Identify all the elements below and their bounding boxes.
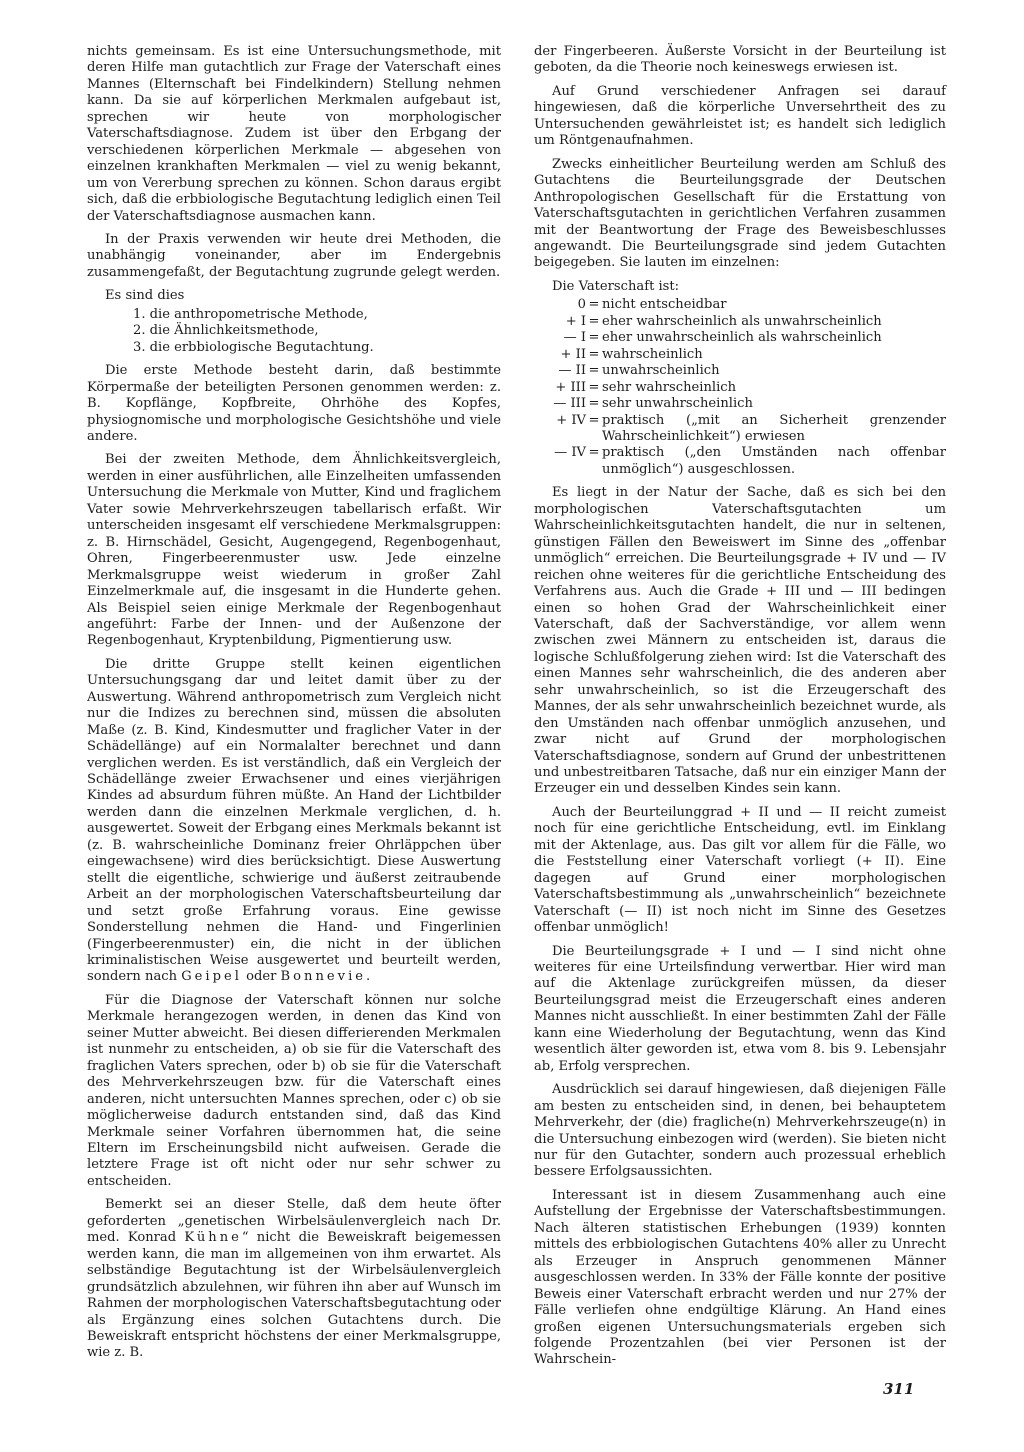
equals-sign: = [588, 396, 600, 412]
grade-text: wahrscheinlich [602, 346, 703, 362]
right-column [534, 44, 946, 1376]
grade-text: sehr unwahrscheinlich [602, 396, 753, 412]
left-paragraph-3: Es sind dies [105, 288, 185, 304]
author-name-geipel: Geipel [181, 969, 242, 985]
left-column [87, 44, 501, 1369]
author-name-kuehne: Kühne [184, 1230, 242, 1246]
grade-text: eher wahrscheinlich als unwahrscheinlich [602, 313, 882, 329]
equals-sign: = [588, 445, 600, 461]
page-number: 311 [883, 1380, 915, 1398]
equals-sign: = [588, 297, 600, 313]
grade-text: praktisch („mit an Sicherheit grenzender Wahrscheinlichkeit“) erwiesen [602, 412, 946, 444]
grade-symbol: + II [560, 346, 586, 362]
left-paragraph-4: Die erste Methode besteht darin, daß bestimmte Körpermaße der beteiligten Personen genommen werden: z. B. Kopflänge, Kopfbreite, Ohrhöhe des Kopfes, physiognomische und morphologische Gesichtshöhe und viele andere. [87, 363, 501, 444]
author-name-bonnevie: Bonnevie [280, 969, 367, 985]
right-paragraph-1: der Fingerbeeren. Äußerste Vorsicht in der Beurteilung ist geboten, da die Theorie noch keineswegs erwiesen ist. [534, 44, 946, 76]
grade-symbol: — I [563, 330, 586, 346]
right-paragraph-6: Auch der Beurteilunggrad + II und — II reicht zumeist noch für eine gerichtliche Entscheidung, evtl. im Einklang mit der Aktenlage, aus. Das gilt vor allem für die Fälle, wo die Feststellung einer Vaterschaft vorliegt (+ II). Eine dagegen auf Grund einer morphologischen Vaterschaftsbestimmung als „unwahrscheinlich“ bezeichnete Vaterschaft (— II) ist noch nicht im Sinne des Gesetzes offenbar unmöglich! [534, 804, 946, 936]
grade-symbol: — II [558, 363, 586, 379]
grade-symbol: + III [555, 379, 586, 395]
grade-text: nicht entscheidbar [602, 297, 727, 313]
equals-sign: = [588, 363, 600, 379]
paragraph-text: “ nicht die Beweiskraft beigemessen werden kann, die man im allgemeinen von ihm erwartet. Als selbständige Begutachtung ist der Wirbelsäulenvergleich grundsätzlich abzulehnen, wir führen ihn aber auf Wunsch im Rahmen der morphologischen Vaterschaftsbegutachtung oder als Ergänzung eines solchen Gutachtens durch. Die Beweiskraft entspricht höchstens der einer Merkmalsgruppe, wie z. B. [87, 1230, 501, 1361]
grade-row [534, 347, 946, 363]
list-item: 1. die anthropometrische Methode, [133, 306, 368, 322]
grade-row [534, 413, 946, 446]
left-paragraph-1: nichts gemeinsam. Es ist eine Untersuchungsmethode, mit deren Hilfe man gutachtlich zur Frage der Vaterschaft eines Mannes (Elternschaft bei Findelkindern) Stellung nehmen kann. Da sie auf körperlichen Merkmalen aufgebaut ist, sprechen wir heute von morphologischer Vaterschaftsdiagnose. Zudem ist über den Erbgang der verschiedenen körperlichen Merkmale — abgesehen von einzelnen krankhaften Merkmalen — viel zu wenig bekannt, um von Vererbung sprechen zu können. Schon daraus ergibt sich, daß die erbbiologische Begutachtung lediglich einen Teil der Vaterschaftsdiagnose ausmachen kann. [87, 44, 501, 224]
list-item: 3. die erbbiologische Begutachtung. [133, 339, 374, 355]
right-paragraph-2: Auf Grund verschiedener Anfragen sei darauf hingewiesen, daß die körperliche Unversehrtheit des zu Untersuchenden gewährleistet ist; es handelt sich lediglich um Röntgenaufnahmen. [534, 83, 946, 149]
grade-row [534, 363, 946, 379]
assessment-grades-list [534, 297, 946, 478]
paragraph-text: Die dritte Gruppe stellt keinen eigentlichen Untersuchungsgang dar und leitet damit über zu der Auswertung. Während anthropometrisch zum Vergleich nicht nur die Indizes zu berechnen sind, müssen die absoluten Maße (z. B. Kind, Kindesmutter und fraglicher Vater in der Schädellänge) auf ein Normalalter berechnet und dann verglichen werden. Es ist verständlich, daß ein Vergleich der Schädellänge zweier Erwachsener und eines vierjährigen Kindes ad absurdum führen müßte. An Hand der Lichtbilder werden dann die einzelnen Merkmale verglichen, d. h. ausgewertet. Soweit der Erbgang eines Merkmals bekannt ist (z. B. wahrscheinliche Dominanz freier Ohrläppchen über eingewachsene) wird dies berücksichtigt. Diese Auswertung stellt die eigentliche, schwierige und äußerst zeitraubende Arbeit an der morphologischen Vaterschaftsbeurteilung dar und setzt große Erfahrung voraus. Eine gewisse Sonderstellung nehmen die Hand- und Fingerlinien (Fingerbeerenmuster) ein, die nicht in der üblichen kriminalistischen Weise ausgewertet und beurteilt werden, sondern nach [87, 656, 501, 985]
equals-sign: = [588, 379, 600, 395]
grade-text: sehr wahrscheinlich [602, 379, 737, 395]
grade-text: praktisch („den Umständen nach offenbar unmöglich“) ausgeschlossen. [602, 445, 946, 477]
grade-text: unwahrscheinlich [602, 363, 720, 379]
right-paragraph-5: Es liegt in der Natur der Sache, daß es sich bei den morphologischen Vaterschaftsgutachten um Wahrscheinlichkeitsgutachten handelt, die nur in seltenen, günstigen Fällen den Beweiswert im Sinne des „offenbar unmöglich“ erreichen. Die Beurteilungsgrade + IV und — IV reichen ohne weiteres für die gerichtliche Entscheidung des Verfahrens aus. Auch die Grade + III und — III bedingen einen so hohen Grad der Wahrscheinlichkeit einer Vaterschaft, daß der Sachverständige, vor allem wenn zwischen zwei Männern zu entscheiden ist, daraus die logische Schlußfolgerung ziehen wird: Ist die Vaterschaft des einen Mannes sehr wahrscheinlich, die des anderen aber sehr unwahrscheinlich, so ist die Erzeugerschaft des Mannes, der als sehr unwahrscheinlich bezeichnet wurde, als den Umständen nach offenbar unmöglich anzusehen, und zwar nicht auf Grund der morphologischen Vaterschaftsdiagnose, sondern auf Grund der unbestrittenen und unbestreitbaren Tatsache, daß nur ein einziger Mann der Erzeuger ein und desselben Kindes sein kann. [534, 485, 946, 797]
grade-row [534, 380, 946, 396]
right-paragraph-4: Die Vaterschaft ist: [552, 278, 680, 294]
equals-sign: = [588, 412, 600, 428]
equals-sign: = [588, 330, 600, 346]
left-paragraph-8 [87, 1197, 501, 1362]
right-paragraph-7: Die Beurteilungsgrade + I und — I sind nicht ohne weiteres für eine Urteilsfindung verwertbar. Hier wird man auf die Aktenlage zurückgreifen müssen, da dieser Beurteilungsgrad meist die Erzeugerschaft eines anderen Mannes nicht ausschließt. In einer bestimmten Zahl der Fälle kann eine Wiederholung der Begutachtung, wenn das Kind wesentlich älter geworden ist, etwa vom 8. bis 9. Lebensjahr ab, Erfolg versprechen. [534, 943, 946, 1074]
right-paragraph-9: Interessant ist in diesem Zusammenhang auch eine Aufstellung der Ergebnisse der Vaterschaftsbestimmungen. Nach älteren statistischen Erhebungen (1939) konnten mittels des erbbiologischen Gutachtens 40% aller zu Unrecht als Erzeuger in Anspruch genommenen Männer ausgeschlossen werden. In 33% der Fälle konnte der positive Beweis einer Vaterschaft erbracht werden und nur 27% der Fälle verliefen ohne endgültige Klärung. An Hand eines großen eigenen Untersuchungsmaterials ergeben sich folgende Prozentzahlen (bei vier Personen ist der Wahrschein- [534, 1187, 946, 1368]
grade-symbol: + I [565, 313, 586, 329]
paragraph-text: Bemerkt sei an dieser Stelle, daß dem heute öfter geforderten „genetischen Wirbelsäulenvergleich nach Dr. med. Konrad [87, 1197, 501, 1246]
left-paragraph-7: Für die Diagnose der Vaterschaft können nur solche Merkmale herangezogen werden, in denen das Kind von seiner Mutter abweicht. Bei diesen differierenden Merkmalen ist nunmehr zu entscheiden, a) ob sie für die Vaterschaft des fraglichen Vaters sprechen, oder b) ob sie für die Vaterschaft des Mehrverkehrszeugen bzw. für die Vaterschaft eines anderen, nicht untersuchten Mannes sprechen, oder c) ob sie möglicherweise dadurch entstanden sind, daß das Kind Merkmale seiner Vorfahren übernommen hat, die seine Eltern im Erscheinungsbild nicht aufweisen. Gerade die letztere Frage ist oft nicht oder nur sehr schwer zu entscheiden. [87, 992, 501, 1189]
left-paragraph-2: In der Praxis verwenden wir heute drei Methoden, die unabhängig voneinander, aber im Endergebnis zusammengefaßt, der Begutachtung zugrunde gelegt werden. [87, 231, 501, 280]
grade-row [534, 330, 946, 346]
grade-row [534, 396, 946, 412]
equals-sign: = [588, 346, 600, 362]
left-paragraph-5: Bei der zweiten Methode, dem Ähnlichkeitsvergleich, werden in einer ausführlichen, alle Einzelheiten umfassenden Untersuchung die Merkmale von Mutter, Kind und fraglichem Vater sowie Mehrverkehrszeugen tabellarisch erfaßt. Wir unterscheiden insgesamt elf verschiedene Merkmalsgruppen: z. B. Hirnschädel, Gesicht, Augengegend, Regenbogenhaut, Ohren, Fingerbeerenmuster usw. Jede einzelne Merkmalsgruppe weist wiederum in großer Zahl Einzelmerkmale auf, die insgesamt in die Hunderte gehen. Als Beispiel seien einige Merkmale der Regenbogenhaut angeführt: Farbe der Innen- und der Außenzone der Regenbogenhaut, Kryptenbildung, Pigmentierung usw. [87, 452, 501, 649]
grade-text: eher unwahrscheinlich als wahrscheinlich [602, 330, 882, 346]
paragraph-text: . [366, 969, 371, 985]
grade-symbol: — III [553, 396, 586, 412]
grade-row [534, 297, 946, 313]
methods-list [133, 307, 501, 356]
equals-sign: = [588, 313, 600, 329]
left-paragraph-6 [87, 657, 501, 986]
right-paragraph-8: Ausdrücklich sei darauf hingewiesen, daß diejenigen Fälle am besten zu entscheiden sind, in denen, bei behauptetem Mehrverkehr, der (die) fragliche(n) Mehrverkehrszeuge(n) in die Untersuchung einbezogen wird (werden). Sie bieten nicht nur für den Gutachter, sondern auch prozessual erheblich bessere Erfolgsaussichten. [534, 1082, 946, 1180]
grade-row [534, 445, 946, 478]
paragraph-text: oder [246, 969, 277, 985]
grade-symbol: — IV [554, 445, 586, 461]
list-item: 2. die Ähnlichkeitsmethode, [133, 323, 319, 339]
right-paragraph-3: Zwecks einheitlicher Beurteilung werden am Schluß des Gutachtens die Beurteilungsgrade der Deutschen Anthropologischen Gesellschaft für die Erstattung von Vaterschaftsgutachten in gerichtlichen Verfahren zusammen mit der Beantwortung der Frage des Beweisbeschlusses angewandt. Die Beurteilungsgrade sind jedem Gutachten beigegeben. Sie lauten im einzelnen: [534, 156, 946, 271]
grade-row [534, 314, 946, 330]
grade-symbol: + IV [556, 412, 586, 428]
grade-symbol: 0 [577, 297, 586, 313]
